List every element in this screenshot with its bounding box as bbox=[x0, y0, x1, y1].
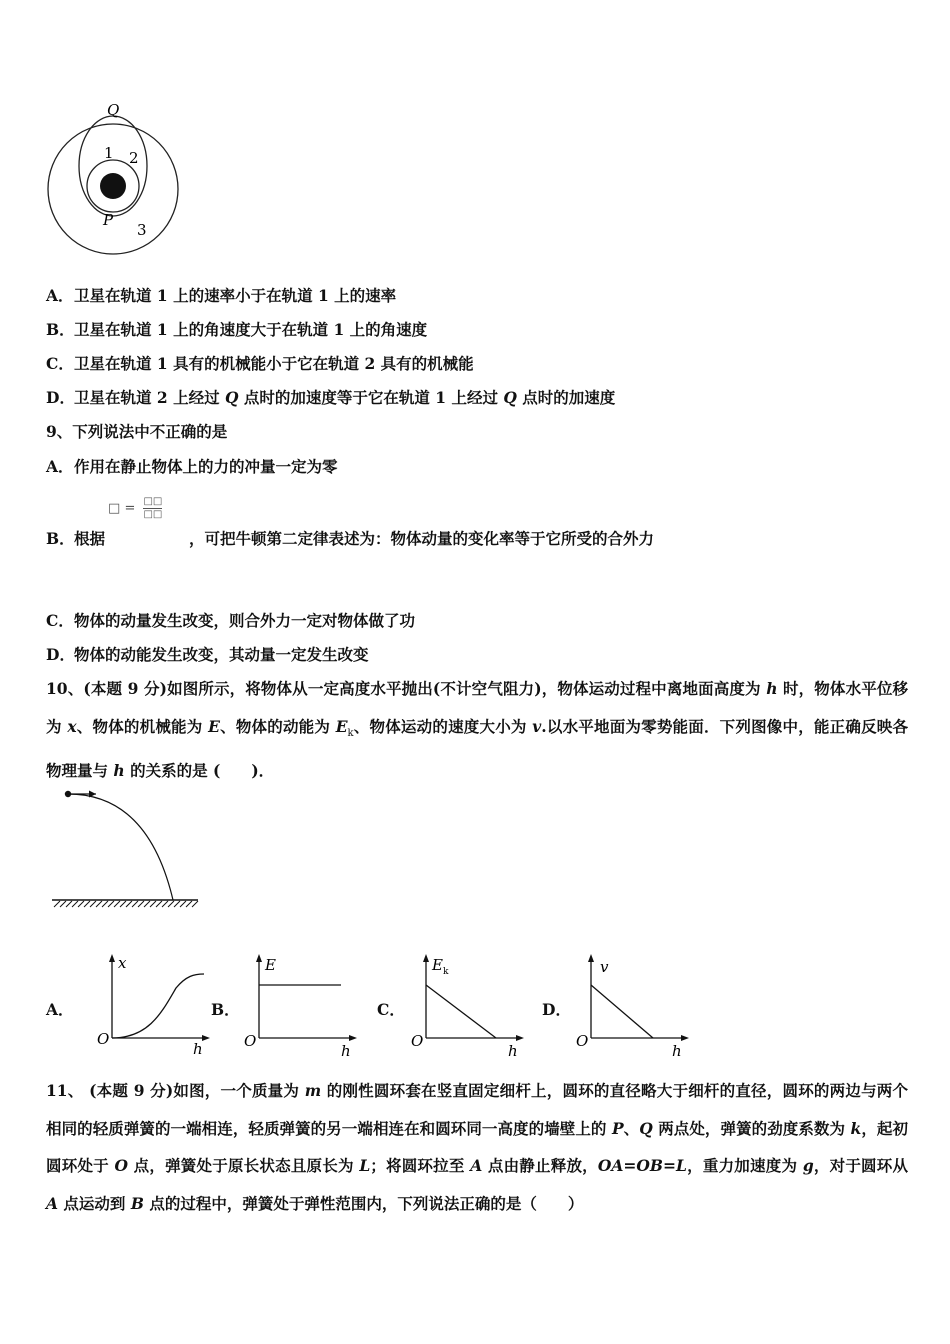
var-b: B bbox=[130, 1193, 144, 1213]
q8-option-c bbox=[46, 354, 474, 374]
q10-text: .以水平地面为零势能面．下列图像中，能正确反映各物理量与 bbox=[46, 716, 908, 781]
label-q: Q bbox=[107, 101, 120, 119]
q11-text: ；将圆环拉至 bbox=[370, 1156, 471, 1175]
q9-formula bbox=[108, 496, 162, 521]
q10-choice-c-letter: C． bbox=[377, 1000, 405, 1019]
option-letter: B． bbox=[46, 320, 75, 339]
var-h: h bbox=[113, 761, 125, 781]
label-2: 2 bbox=[129, 149, 139, 167]
q10-graph-b bbox=[241, 950, 361, 1062]
var-k: k bbox=[850, 1118, 862, 1138]
q10-graph-d bbox=[573, 950, 693, 1062]
q11-text: 两点处，弹簧的劲度系数为 bbox=[652, 1118, 851, 1138]
q10-text: 的关系的是 ( )． bbox=[124, 761, 275, 781]
q9-stem: 9、下列说法中不正确的是 bbox=[46, 422, 228, 441]
q9-option-c bbox=[46, 611, 415, 631]
graph-b-ylabel: E bbox=[265, 956, 276, 974]
ground-hatch bbox=[54, 901, 198, 907]
q10-text: 、物体的动能为 bbox=[219, 716, 336, 736]
var-q: Q bbox=[224, 388, 239, 407]
q11-text: 11、 (本题 9 分)如图，一个质量为 bbox=[46, 1081, 305, 1100]
q11-text: 点的过程中，弹簧处于弹性范围内，下列说法正确的是（ ） bbox=[143, 1193, 584, 1213]
q8-option-a bbox=[46, 286, 396, 306]
graph-a-curve bbox=[112, 974, 204, 1038]
option-letter: C． bbox=[46, 354, 74, 373]
var-l: L bbox=[359, 1156, 371, 1175]
var-m: m bbox=[304, 1081, 322, 1100]
q11-text: 点运动到 bbox=[58, 1193, 131, 1213]
var-ek: E bbox=[335, 716, 348, 736]
q10-graph-c bbox=[408, 950, 528, 1062]
option-text: 点时的加速度等于它在轨道 1 上经过 bbox=[238, 388, 504, 407]
orbit-figure bbox=[40, 95, 190, 260]
q10-choice-a-letter: A． bbox=[46, 1000, 74, 1019]
q10-text: 、物体运动的速度大小为 bbox=[353, 716, 533, 736]
option-text: 卫星在轨道 1 上的速率小于在轨道 1 上的速率 bbox=[74, 286, 397, 305]
graph-d-line bbox=[591, 985, 653, 1038]
option-letter: A． bbox=[46, 457, 74, 476]
graph-b-origin: O bbox=[244, 1032, 257, 1050]
q8-option-b bbox=[46, 320, 427, 340]
q11-text: ，重力加速度为 bbox=[686, 1156, 803, 1175]
var-a: A bbox=[46, 1193, 59, 1213]
option-text: 物体的动量发生改变，则合外力一定对物体做了功 bbox=[74, 611, 416, 630]
graph-b-xlabel: h bbox=[341, 1042, 351, 1060]
q10-text: 、物体的机械能为 bbox=[76, 716, 209, 736]
var-v: v bbox=[532, 716, 542, 736]
planet bbox=[100, 173, 126, 199]
formula-denominator: □□ bbox=[143, 509, 163, 520]
formula-eq: = bbox=[124, 501, 136, 516]
graph-a-origin: O bbox=[97, 1030, 110, 1048]
label-p: P bbox=[103, 211, 114, 229]
q11-text: 点，弹簧处于原长状态且原长为 bbox=[128, 1156, 360, 1175]
option-text: 点时的加速度 bbox=[516, 388, 616, 407]
q10-choice-b-letter: B． bbox=[211, 1000, 240, 1019]
option-letter: D． bbox=[46, 645, 75, 664]
q10-stem bbox=[46, 670, 908, 790]
graph-d-xlabel: h bbox=[672, 1042, 682, 1060]
var-q: Q bbox=[503, 388, 517, 407]
q10-graph-a bbox=[94, 950, 212, 1062]
graph-d-ylabel: v bbox=[600, 958, 609, 976]
q10-text: 时，物体水平位移为 bbox=[46, 679, 908, 736]
q9-option-d bbox=[46, 645, 369, 665]
label-1: 1 bbox=[104, 144, 114, 162]
graph-c-line bbox=[426, 985, 496, 1038]
graph-a-xlabel: h bbox=[193, 1040, 203, 1058]
q11-stem bbox=[46, 1072, 908, 1222]
var-o: O bbox=[114, 1156, 129, 1175]
option-letter: B． bbox=[46, 529, 75, 548]
option-text: 卫星在轨道 1 具有的机械能小于它在轨道 2 具有的机械能 bbox=[74, 354, 474, 373]
option-text: 根据 bbox=[74, 529, 106, 548]
option-text: 卫星在轨道 2 上经过 bbox=[74, 388, 225, 407]
q10-text: 10、(本题 9 分)如图所示，将物体从一定高度水平抛出(不计空气阻力)，物体运动过程中离地面高度为 bbox=[46, 679, 767, 698]
graph-d-origin: O bbox=[576, 1032, 589, 1050]
q11-text: 点由静止释放， bbox=[482, 1156, 598, 1175]
var-x: x bbox=[67, 716, 77, 736]
var-e: E bbox=[208, 716, 220, 736]
option-letter: A． bbox=[46, 286, 74, 305]
q11-text: 、 bbox=[623, 1118, 640, 1138]
q11-text: 的刚性圆环套在竖直固定细杆上，圆环的直径略大于细杆的直径，圆环的两边与两个相同的轻质弹簧的一端相连，轻质弹簧的另一端相连在和圆环同一高度的墙壁上的 bbox=[46, 1081, 909, 1138]
option-text: 作用在静止物体上的力的冲量一定为零 bbox=[74, 457, 338, 476]
projectile-figure bbox=[48, 784, 208, 914]
q8-option-d bbox=[46, 388, 615, 408]
q9-option-b bbox=[46, 529, 654, 549]
formula-numerator: □□ bbox=[143, 496, 163, 507]
condition-oa-ob: OA=OB=L bbox=[597, 1156, 687, 1175]
q11-text: ，起初圆环处于 bbox=[46, 1118, 908, 1175]
graph-c-ylabel-sub: k bbox=[443, 967, 449, 977]
graph-c-origin: O bbox=[411, 1032, 424, 1050]
var-ek-sub: k bbox=[347, 727, 354, 739]
var-a: A bbox=[470, 1156, 483, 1175]
graph-c-xlabel: h bbox=[508, 1042, 518, 1060]
formula-lhs: □ bbox=[108, 501, 121, 516]
trajectory bbox=[68, 794, 173, 900]
formula-fraction bbox=[143, 496, 162, 521]
option-text: 物体的动能发生改变，其动量一定发生改变 bbox=[74, 645, 369, 664]
graph-a-ylabel: x bbox=[118, 954, 127, 972]
var-g: g bbox=[802, 1156, 814, 1175]
option-letter: D． bbox=[46, 388, 75, 407]
label-3: 3 bbox=[137, 221, 147, 239]
q9-option-a bbox=[46, 457, 338, 477]
option-text: ，可把牛顿第二定律表述为：物体动量的变化率等于它所受的合外力 bbox=[189, 529, 655, 548]
var-q: Q bbox=[639, 1118, 653, 1138]
graph-c-ylabel: E bbox=[432, 956, 443, 974]
var-h: h bbox=[766, 679, 778, 698]
q11-text: ，对于圆环从 bbox=[813, 1156, 908, 1175]
option-text: 卫星在轨道 1 上的角速度大于在轨道 1 上的角速度 bbox=[74, 320, 428, 339]
option-letter: C． bbox=[46, 611, 74, 630]
q10-choice-d-letter: D． bbox=[542, 1000, 571, 1019]
var-p: P bbox=[611, 1118, 624, 1138]
